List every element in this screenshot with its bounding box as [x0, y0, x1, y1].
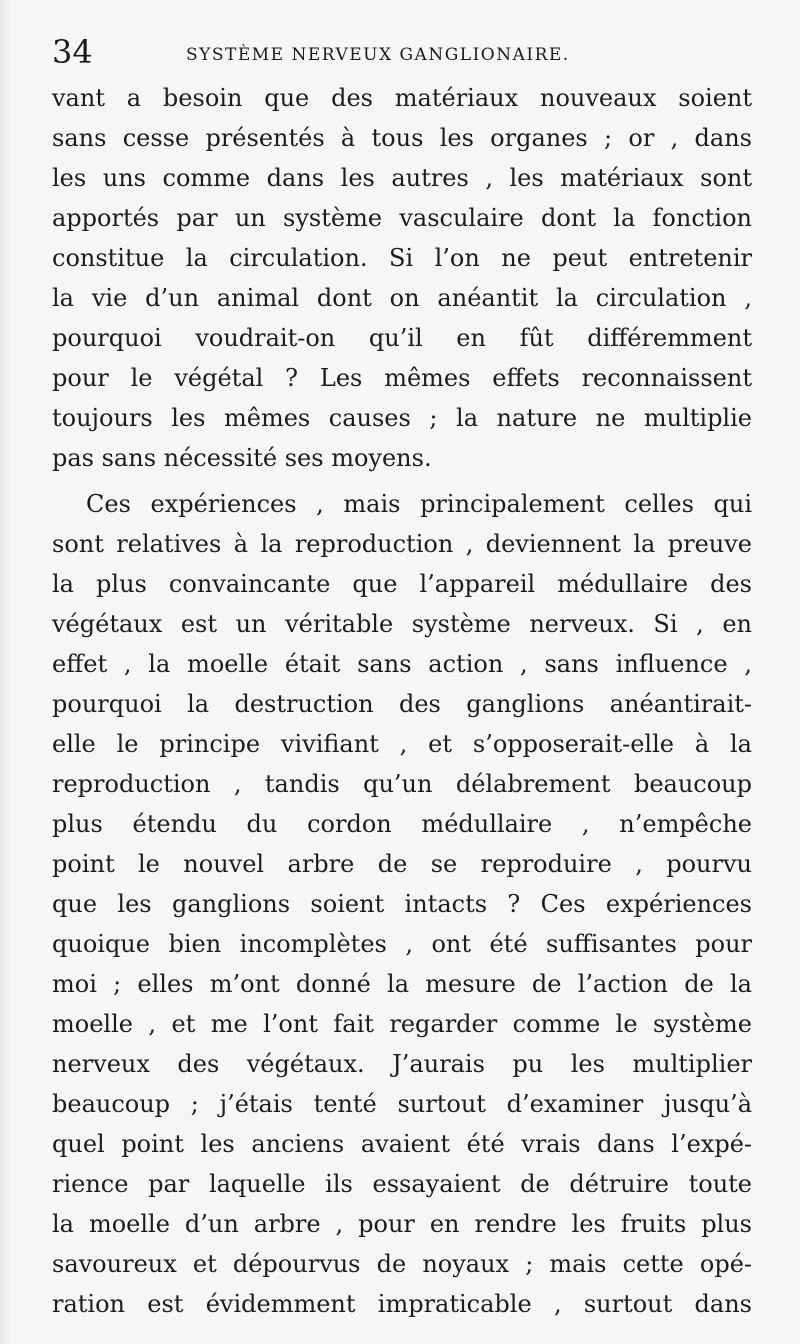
- text-line: elle le principe vivifiant , et s’opposerait-elle à la: [52, 730, 752, 758]
- text-line: constitue la circulation. Si l’on ne peut entretenir: [52, 244, 752, 272]
- text-line: plus étendu du cordon médullaire , n’empêche: [52, 810, 752, 838]
- text-line: Ces expériences , mais principalement celles qui: [86, 490, 752, 518]
- text-line: pas sans nécessité ses moyens.: [52, 444, 432, 472]
- text-line: ration est évidemment impraticable , surtout dans: [52, 1290, 752, 1318]
- text-line: beaucoup ; j’étais tenté surtout d’examiner jusqu’à: [52, 1090, 752, 1118]
- text-line: que les ganglions soient intacts ? Ces expériences: [52, 890, 752, 918]
- text-line: la plus convaincante que l’appareil médullaire des: [52, 570, 752, 598]
- text-line: vant a besoin que des matériaux nouveaux soient: [52, 84, 752, 112]
- text-line: rience par laquelle ils essayaient de détruire toute: [52, 1170, 752, 1198]
- text-line: quel point les anciens avaient été vrais dans l’expé-: [52, 1130, 752, 1158]
- paragraph: [52, 484, 752, 1324]
- text-line: savoureux et dépourvus de noyaux ; mais cette opé-: [52, 1250, 752, 1278]
- text-line: pourquoi voudrait-on qu’il en fût différemment: [52, 324, 752, 352]
- text-line: toujours les mêmes causes ; la nature ne multiplie: [52, 404, 752, 432]
- page-number: 34: [52, 33, 93, 71]
- page-header: [52, 28, 752, 78]
- text-line: moelle , et me l’ont fait regarder comme le système: [52, 1010, 752, 1038]
- text-line: pour le végétal ? Les mêmes effets reconnaissent: [52, 364, 752, 392]
- text-line: la moelle d’un arbre , pour en rendre les fruits plus: [52, 1210, 752, 1238]
- text-line: moi ; elles m’ont donné la mesure de l’action de la: [52, 970, 752, 998]
- text-line: reproduction , tandis qu’un délabrement beaucoup: [52, 770, 752, 798]
- text-line: effet , la moelle était sans action , sans influence ,: [52, 650, 752, 678]
- paragraph: [52, 78, 752, 478]
- text-line: la vie d’un animal dont on anéantit la circulation ,: [52, 284, 752, 312]
- text-line: végétaux est un véritable système nerveux. Si , en: [52, 610, 752, 638]
- text-line: les uns comme dans les autres , les matériaux sont: [52, 164, 752, 192]
- text-line: pourquoi la destruction des ganglions anéantirait-: [52, 690, 752, 718]
- text-line: nerveux des végétaux. J’aurais pu les multiplier: [52, 1050, 752, 1078]
- text-line: sont relatives à la reproduction , deviennent la preuve: [52, 530, 752, 558]
- text-line: quoique bien incomplètes , ont été suffisantes pour: [52, 930, 752, 958]
- body-text: [52, 78, 752, 1324]
- running-title: SYSTÈME NERVEUX GANGLIONAIRE.: [186, 45, 570, 65]
- text-line: sans cesse présentés à tous les organes ; or , dans: [52, 124, 752, 152]
- text-line: point le nouvel arbre de se reproduire , pourvu: [52, 850, 752, 878]
- text-line: apportés par un système vasculaire dont la fonction: [52, 204, 752, 232]
